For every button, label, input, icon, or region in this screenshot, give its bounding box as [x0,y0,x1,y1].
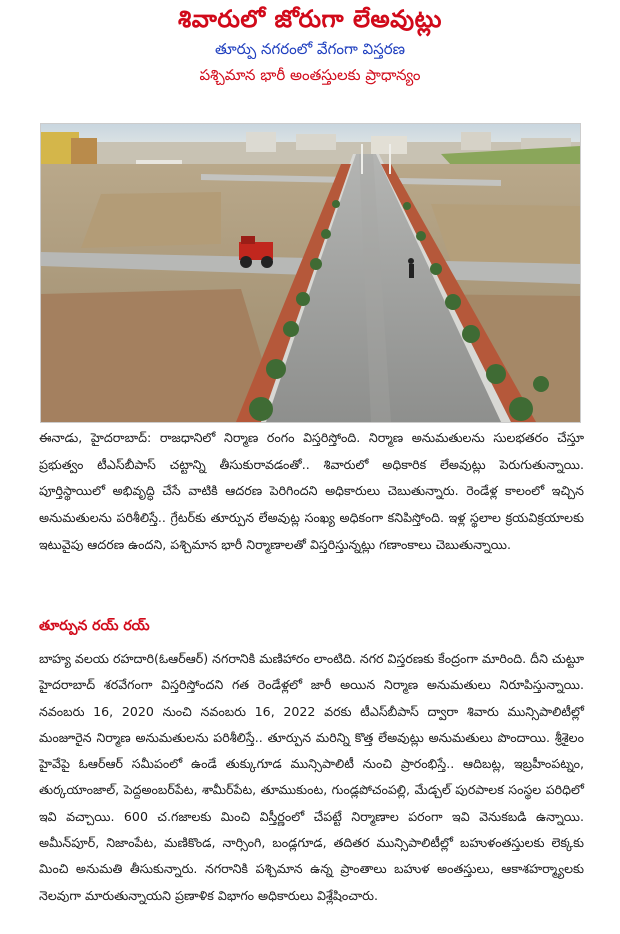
article-subheadline-west: పశ్చిమాన భారీ అంతస్తులకు ప్రాధాన్యం [199,66,421,84]
article-headline: శివారులో జోరుగా లేఅవుట్లు [178,5,442,33]
layout-roads-photo [40,123,581,423]
article-paragraph-2: బాహ్య వలయ రహదారి(ఓఆర్‌ఆర్) నగరానికి మణిహారం లాంటిది. నగర విస్తరణకు కేంద్రంగా మారింది. దీని చుట్టూ హైదరాబాద్ శరవేగంగా విస్తరిస్తోందని గత రెండేళ్లలో జారీ అయిన నిర్మాణ అనుమతులు నిరూపిస్తున్నాయి. నవంబరు 16, 2020 నుంచి నవంబరు 16, 2022 వరకు టీఎస్‌బీపాస్ ద్వారా శివారు మున్సిపాలిటీల్లో మంజూరైన నిర్మాణ అనుమతులను పరిశీలిస్తే.. తూర్పున మరిన్ని కొత్త లేఅవుట్లు అనుమతులు పొందాయి. శ్రీశైలం హైవేపై ఓఆర్‌ఆర్ సమీపంలో ఉండే తుక్కుగూడ మున్సిపాలిటీ నుంచి ప్రారంభిస్తే.. ఆదిబట్ల, ఇబ్రహీంపట్నం, తుర్కయాంజాల్, పెద్దఅంబర్‌పేట, శామీర్‌పేట, తూముకుంట, గుండ్లపోచంపల్లి, మేడ్చల్ పురపాలక సంస్థల పరిధిలో ఇవి వచ్చాయి. 600 చ.గజాలకు మించి విస్తీర్ణంలో చేపట్టే నిర్మాణాల పరంగా ఇవి వెనుకబడి ఉన్నాయి. అమీన్‌పూర్, నిజాంపేట, మణికొండ, నార్సింగి, బండ్లగూడ, తదితర మున్సిపాలిటీల్లో బహుళంతస్తులకు లెక్కకు మించి అనుమతి తీసుకున్నారు. నగరానికి పశ్చిమాన ఉన్న ప్రాంతాలు బహుళ అంతస్తులు, ఆకాశహర్మ్యాలకు నెలవుగా మారుతున్నాయని ప్రణాళిక విభాగం అధికారులు విశ్లేషించారు. [39,651,584,903]
section-heading: తూర్పున రయ్ రయ్ [39,618,150,634]
article-subheadline-east: తూర్పు నగరంలో వేగంగా విస్తరణ [214,40,406,58]
article-paragraph-1: ఈనాడు, హైదరాబాద్: రాజధానిలో నిర్మాణ రంగం విస్తరిస్తోంది. నిర్మాణ అనుమతులను సులభతరం చేస్తూ ప్రభుత్వం టీఎస్‌బీపాస్ చట్టాన్ని తీసుకురావడంతో.. శివారులో అధికారిక లేఅవుట్లు పెరుగుతున్నాయి. పూర్తిస్థాయిలో అభివృద్ధి చేసే వాటికి ఆదరణ పెరిగిందని అధికారులు చెబుతున్నారు. రెండేళ్ల కాలంలో ఇచ్చిన అనుమతులను పరిశీలిస్తే.. గ్రేటర్‌కు తూర్పున లేఅవుట్ల సంఖ్య అధికంగా కనిపిస్తోంది. ఇళ్ల స్థలాల క్రయవిక్రయాలకు ఇటువైపు ఆదరణ ఉందని, పశ్చిమాన భారీ నిర్మాణాలతో విస్తరిస్తున్నట్లు గణాంకాలు చెబుతున్నాయి. [39,430,584,552]
